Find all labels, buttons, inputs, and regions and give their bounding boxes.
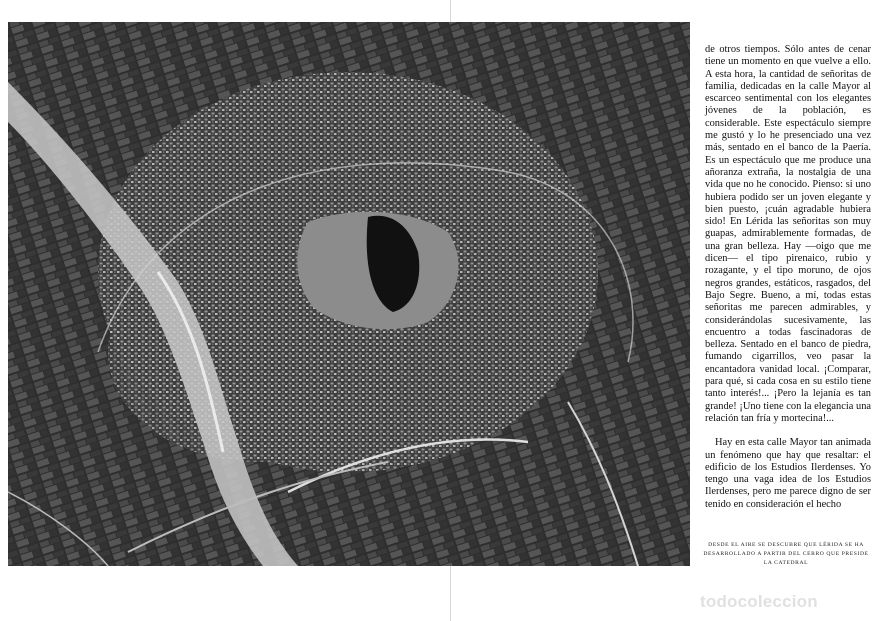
photo-caption: DESDE EL AIRE SE DESCUBRE QUE LÉRIDA SE HA DESARROLLADO A PARTIR DEL CERRO QUE PRESIDE LA CATEDRAL bbox=[703, 542, 869, 566]
article-text-column bbox=[705, 44, 871, 511]
aerial-photo-lleida bbox=[8, 22, 690, 566]
article-paragraph: Hay en esta calle Mayor tan animada un fenómeno que hay que resaltar: el edificio de los Estudios Ilerdenses. Yo tengo una vaga idea de los Estudios Ilerdenses, pero me parece digno de ser tenido en consideración el hecho bbox=[705, 437, 871, 510]
article-paragraph: de otros tiempos. Sólo antes de cenar tiene un momento en que vuelve a ello. A esta hora, la cantidad de señoritas de familia, dedicadas en la calle Mayor al escarceo sentimental con los elegantes jóvenes de la población, es considerable. Este espectáculo siempre me gustó y lo he presenciado una vez más, sentado en el banco de la Paería. Es un espectáculo que me produce una añoranza extraña, la nostalgia de una vida que no he conocido. Pienso: si uno hubiera podido ser un joven elegante y bien puesto, ¡cuán agradable hubiera sido! En Lérida las señoritas son muy guapas, admirablemente formadas, de una gran belleza. Hay —oigo que me dicen— el tipo pirenaico, rubio y rozagante, y el tipo moruno, de ojos negros grandes, estáticos, rasgados, del Bajo Segre. Bueno, a mí, todas estas señoritas me parecen admirables, y considerándolas sucesivamente, las encuentro a todas fascinadoras de belleza. Sentado en el banco de piedra, fumando cigarrillos, veo pasar la encantadora vanidad local. ¡Comparar, para qué, si cada cosa en su estilo tiene tanto interés!... ¡Pero la lejanía es tan grande! ¡Uno tiene con la elegancia una relación tan fría y mortecina!... bbox=[705, 44, 871, 424]
watermark-logo: todocoleccion bbox=[700, 592, 818, 611]
